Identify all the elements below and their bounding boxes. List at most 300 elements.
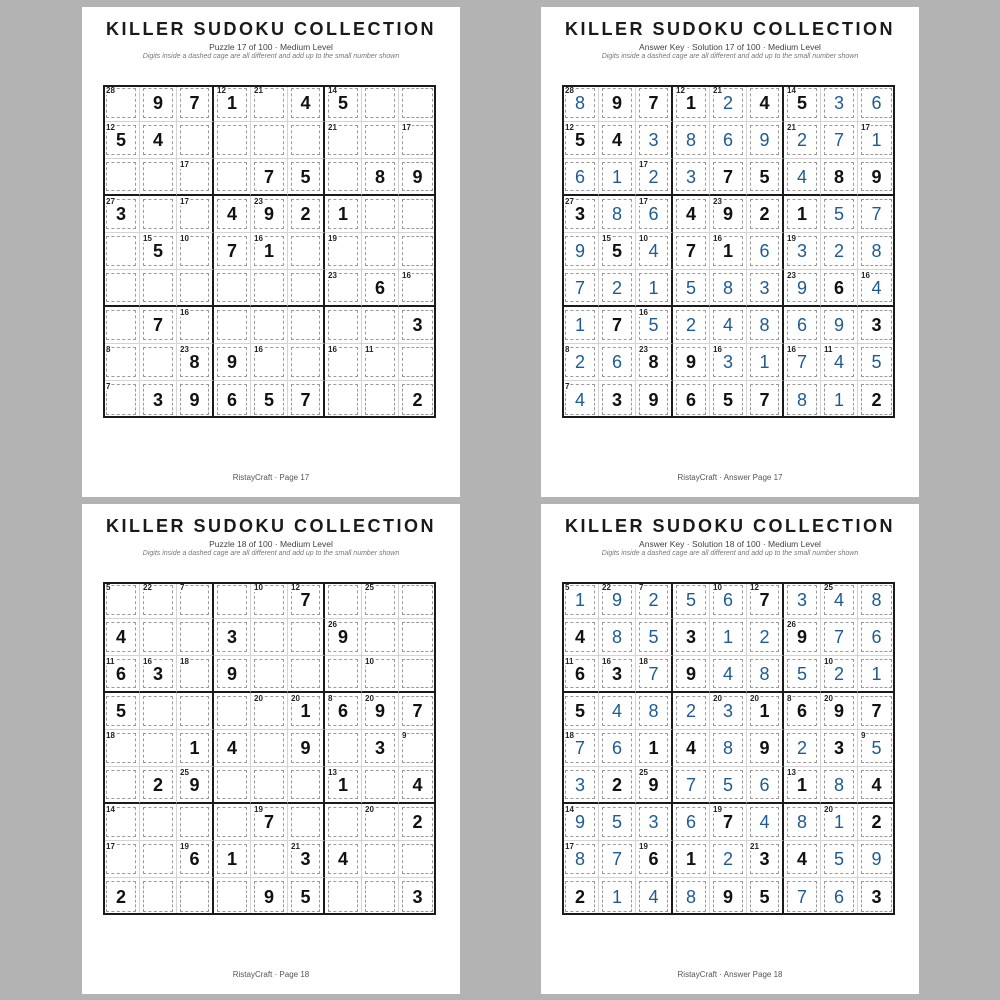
cage-sum: 16 (180, 308, 189, 317)
grid-cell (362, 85, 399, 122)
grid-cell (673, 122, 710, 159)
given-digit: 5 (796, 93, 807, 113)
cage-sum: 11 (565, 657, 574, 666)
cage-outline (254, 310, 284, 340)
cage-outline (106, 310, 136, 340)
grid-cell (562, 693, 599, 730)
solution-digit: 6 (722, 130, 733, 150)
solution-digit: 5 (611, 812, 622, 832)
given-digit: 3 (412, 315, 423, 335)
solution-digit: 8 (759, 315, 770, 335)
grid-cell (362, 307, 399, 344)
cage-sum: 14 (565, 805, 574, 814)
solution-digit: 2 (722, 93, 733, 113)
given-digit: 4 (685, 738, 696, 758)
cage-outline (365, 236, 395, 266)
cage-outline (254, 622, 284, 652)
given-digit: 2 (574, 886, 585, 907)
grid-cell (673, 656, 710, 693)
given-digit: 5 (300, 886, 311, 907)
cage-outline (254, 125, 284, 155)
grid-cell (288, 85, 325, 122)
grid-cell (325, 307, 362, 344)
grid-cell (673, 582, 710, 619)
puzzle-page-17 (82, 7, 460, 497)
cage-sum: 12 (291, 583, 300, 592)
given-digit: 1 (226, 93, 237, 113)
given-digit: 8 (833, 166, 844, 187)
solution-digit: 1 (871, 130, 882, 150)
cage-sum: 10 (365, 657, 374, 666)
sudoku-grid (103, 85, 436, 418)
solution-digit: 3 (685, 166, 696, 187)
solution-digit: 3 (722, 352, 733, 372)
given-digit: 6 (648, 849, 659, 869)
grid-cell (325, 619, 362, 656)
cage-outline (328, 310, 358, 340)
cage-outline (143, 622, 173, 652)
grid-cell (562, 159, 599, 196)
cage-outline (106, 236, 136, 266)
cage-sum: 25 (639, 768, 648, 777)
grid-cell (362, 159, 399, 196)
grid-cell (747, 582, 784, 619)
given-digit: 7 (189, 93, 200, 113)
cage-sum: 7 (106, 382, 111, 391)
grid-cell (325, 270, 362, 307)
cage-outline (217, 273, 247, 302)
grid-cell (214, 233, 251, 270)
grid-cell (784, 270, 821, 307)
cage-sum: 23 (713, 197, 722, 206)
grid-cell (177, 307, 214, 344)
grid-cell (288, 233, 325, 270)
grid-cell (562, 344, 599, 381)
grid-cell (673, 619, 710, 656)
given-digit: 3 (374, 738, 385, 758)
grid-cell (784, 804, 821, 841)
grid-cell (673, 730, 710, 767)
grid-cell (399, 582, 436, 619)
grid-cell (177, 85, 214, 122)
cage-outline (106, 770, 136, 799)
grid-cell (288, 582, 325, 619)
given-digit: 1 (722, 241, 733, 261)
grid-cell (103, 656, 140, 693)
grid-cell (177, 619, 214, 656)
cage-outline (143, 733, 173, 763)
solution-digit: 6 (871, 93, 882, 113)
cage-sum: 10 (713, 583, 722, 592)
cage-sum: 15 (143, 234, 152, 243)
solution-digit: 9 (833, 315, 844, 335)
grid-cell (214, 159, 251, 196)
solution-digit: 6 (611, 738, 622, 758)
grid-cell (103, 767, 140, 804)
cage-outline (291, 236, 320, 266)
grid-cell (562, 307, 599, 344)
grid-cell (821, 619, 858, 656)
grid-cell (325, 196, 362, 233)
grid-cell (362, 582, 399, 619)
page-title: KILLER SUDOKU COLLECTION (106, 19, 436, 39)
cage-sum: 11 (824, 345, 833, 354)
given-digit: 3 (759, 849, 770, 869)
solution-digit: 5 (722, 774, 733, 795)
grid-cell (747, 619, 784, 656)
grid-cell (399, 878, 436, 915)
cage-outline (254, 733, 284, 763)
grid-cell (362, 344, 399, 381)
page-footer: RistayCraft · Page 17 (232, 473, 310, 482)
grid-cell (599, 122, 636, 159)
grid-cell (673, 233, 710, 270)
grid-cell (362, 381, 399, 418)
grid-cell (858, 85, 895, 122)
given-digit: 1 (759, 701, 770, 721)
given-digit: 9 (722, 886, 733, 907)
grid-cell (288, 307, 325, 344)
cage-sum: 10 (180, 234, 189, 243)
cage-sum: 8 (328, 694, 333, 703)
cage-sum: 17 (639, 160, 648, 169)
grid-cell (821, 841, 858, 878)
solution-digit: 3 (833, 93, 844, 113)
cage-outline (143, 696, 173, 726)
grid-cell (784, 344, 821, 381)
cage-sum: 14 (787, 86, 796, 95)
grid-cell (710, 307, 747, 344)
grid-cell (177, 767, 214, 804)
cage-sum: 23 (180, 345, 189, 354)
grid-cell (858, 233, 895, 270)
solution-digit: 1 (574, 315, 585, 335)
grid-cell (103, 381, 140, 418)
cage-sum: 16 (254, 234, 263, 243)
cage-outline (328, 162, 358, 191)
given-digit: 9 (263, 204, 274, 224)
cage-sum: 5 (106, 583, 111, 592)
page-instruction: Digits inside a dashed cage are all different and add up to the small number shown (142, 550, 400, 557)
solution-digit: 3 (648, 130, 659, 150)
given-digit: 3 (871, 886, 882, 907)
grid-cell (562, 767, 599, 804)
given-digit: 6 (574, 663, 585, 684)
grid-cell (103, 804, 140, 841)
grid-cell (599, 804, 636, 841)
solution-digit: 5 (648, 315, 659, 335)
cage-outline (254, 770, 284, 799)
cage-outline (143, 199, 173, 229)
cage-sum: 19 (254, 805, 263, 814)
grid-cell (673, 804, 710, 841)
given-digit: 1 (648, 738, 659, 758)
solution-digit: 4 (833, 590, 844, 610)
grid-cell (821, 381, 858, 418)
cage-outline (143, 273, 173, 302)
page-subtitle: Answer Key · Solution 18 of 100 · Medium Level (639, 539, 821, 549)
solution-digit: 1 (833, 812, 844, 832)
grid-cell (325, 730, 362, 767)
grid-cell (599, 693, 636, 730)
cage-sum: 25 (824, 583, 833, 592)
given-digit: 3 (833, 738, 844, 758)
solution-digit: 7 (833, 627, 844, 647)
grid-cell (103, 233, 140, 270)
grid-cell (325, 85, 362, 122)
cage-sum: 17 (402, 123, 411, 132)
cage-sum: 21 (750, 842, 759, 851)
grid-cell (325, 804, 362, 841)
cage-sum: 26 (328, 620, 337, 629)
given-digit: 7 (759, 389, 770, 410)
solution-digit: 9 (759, 130, 770, 150)
cage-sum: 19 (639, 842, 648, 851)
cage-sum: 10 (254, 583, 263, 592)
solution-digit: 3 (796, 590, 807, 610)
cage-sum: 14 (106, 805, 115, 814)
solution-digit: 8 (722, 277, 733, 298)
grid-cell (562, 730, 599, 767)
grid-cell (362, 196, 399, 233)
cage-sum: 28 (106, 86, 115, 95)
cage-sum: 9 (861, 731, 866, 740)
grid-cell (214, 122, 251, 159)
grid-cell (251, 767, 288, 804)
grid-cell (599, 344, 636, 381)
grid-cell (103, 582, 140, 619)
solution-digit: 4 (722, 663, 733, 684)
cage-sum: 12 (676, 86, 685, 95)
solution-digit: 5 (685, 277, 696, 298)
grid-cell (636, 582, 673, 619)
solution-digit: 6 (796, 315, 807, 335)
given-digit: 1 (189, 738, 200, 758)
cage-outline (180, 807, 209, 837)
cage-sum: 12 (750, 583, 759, 592)
solution-digit: 7 (796, 886, 807, 907)
cage-sum: 27 (106, 197, 115, 206)
solution-digit: 6 (574, 166, 585, 187)
solution-digit: 2 (833, 241, 844, 261)
grid-cell (673, 270, 710, 307)
solution-digit: 8 (574, 849, 585, 869)
cage-sum: 14 (328, 86, 337, 95)
cage-sum: 19 (180, 842, 189, 851)
answer-page-18 (541, 504, 919, 994)
grid-cell (710, 619, 747, 656)
given-digit: 7 (685, 241, 696, 261)
given-digit: 5 (152, 241, 163, 261)
grid-cell (710, 730, 747, 767)
cage-outline (291, 273, 320, 302)
cage-sum: 26 (787, 620, 796, 629)
cage-sum: 21 (787, 123, 796, 132)
given-digit: 7 (722, 812, 733, 832)
grid-cell (673, 196, 710, 233)
cage-outline (180, 125, 209, 155)
cage-outline (217, 696, 247, 726)
cage-outline (365, 844, 395, 874)
grid-cell (599, 159, 636, 196)
solution-digit: 7 (796, 352, 807, 372)
cage-sum: 19 (787, 234, 796, 243)
solution-digit: 2 (685, 701, 696, 721)
grid-cell (140, 85, 177, 122)
grid-cell (288, 270, 325, 307)
cage-outline (328, 733, 358, 763)
page-instruction: Digits inside a dashed cage are all different and add up to the small number shown (601, 550, 859, 557)
cage-sum: 16 (602, 657, 611, 666)
grid-cell (599, 730, 636, 767)
given-digit: 3 (152, 663, 163, 684)
cage-outline (365, 770, 395, 799)
cage-sum: 23 (639, 345, 648, 354)
given-digit: 4 (796, 849, 807, 869)
grid-cell (599, 196, 636, 233)
given-digit: 9 (226, 663, 237, 684)
given-digit: 4 (115, 627, 126, 647)
cage-outline (365, 199, 395, 229)
cage-outline (143, 844, 173, 874)
grid-cell (858, 767, 895, 804)
cage-sum: 18 (639, 657, 648, 666)
solution-digit: 2 (759, 627, 770, 647)
grid-cell (399, 841, 436, 878)
cage-outline (291, 807, 320, 837)
grid-cell (599, 841, 636, 878)
given-digit: 4 (337, 849, 348, 869)
grid-cell (673, 307, 710, 344)
given-digit: 4 (152, 130, 163, 150)
grid-cell (288, 344, 325, 381)
page-footer: RistayCraft · Answer Page 18 (677, 970, 783, 979)
solution-digit: 3 (796, 241, 807, 261)
cage-outline (291, 770, 320, 799)
solution-digit: 8 (796, 812, 807, 832)
grid-cell (399, 344, 436, 381)
grid-cell (288, 122, 325, 159)
grid-cell (747, 693, 784, 730)
cage-sum: 20 (750, 694, 759, 703)
grid-cell (599, 656, 636, 693)
solution-digit: 8 (685, 886, 696, 907)
solution-digit: 2 (722, 849, 733, 869)
grid-cell (710, 693, 747, 730)
cage-sum: 12 (106, 123, 115, 132)
solution-digit: 4 (833, 352, 844, 372)
cage-sum: 16 (143, 657, 152, 666)
given-digit: 5 (263, 389, 274, 410)
solution-digit: 6 (871, 627, 882, 647)
solution-digit: 3 (759, 277, 770, 298)
cage-sum: 20 (824, 694, 833, 703)
page-instruction: Digits inside a dashed cage are all different and add up to the small number shown (142, 53, 400, 60)
cage-sum: 17 (106, 842, 115, 851)
given-digit: 4 (226, 738, 237, 758)
given-digit: 5 (574, 130, 585, 150)
given-digit: 7 (300, 590, 311, 610)
cage-outline (328, 881, 358, 912)
grid-cell (177, 344, 214, 381)
grid-cell (599, 619, 636, 656)
grid-cell (784, 693, 821, 730)
solution-digit: 8 (574, 93, 585, 113)
solution-digit: 2 (574, 352, 585, 372)
given-digit: 6 (115, 663, 126, 684)
grid-cell (673, 767, 710, 804)
grid-cell (177, 381, 214, 418)
cage-outline (402, 844, 433, 874)
cage-outline (291, 310, 320, 340)
given-digit: 1 (685, 93, 696, 113)
grid-cell (710, 804, 747, 841)
grid-cell (177, 196, 214, 233)
grid-cell (325, 233, 362, 270)
grid-cell (599, 307, 636, 344)
grid-cell (140, 307, 177, 344)
solution-digit: 6 (648, 204, 659, 224)
page-subtitle: Answer Key · Solution 17 of 100 · Medium Level (639, 42, 821, 52)
grid-cell (821, 344, 858, 381)
answer-page-17 (541, 7, 919, 497)
cage-sum: 15 (602, 234, 611, 243)
grid-cell (821, 878, 858, 915)
grid-cell (673, 693, 710, 730)
grid-cell (177, 582, 214, 619)
cage-sum: 11 (365, 345, 374, 354)
grid-cell (399, 196, 436, 233)
grid-cell (562, 196, 599, 233)
grid-cell (821, 730, 858, 767)
grid-cell (362, 841, 399, 878)
grid-cell (140, 841, 177, 878)
puzzle-page-18 (82, 504, 460, 994)
grid-cell (251, 344, 288, 381)
grid-cell (140, 804, 177, 841)
given-digit: 9 (685, 663, 696, 684)
grid-cell (710, 85, 747, 122)
grid-cell (140, 656, 177, 693)
given-digit: 1 (263, 241, 274, 261)
grid-cell (103, 122, 140, 159)
solution-digit: 2 (648, 590, 659, 610)
cage-sum: 21 (291, 842, 300, 851)
grid-cell (636, 233, 673, 270)
given-digit: 4 (574, 627, 585, 647)
solution-digit: 7 (648, 663, 659, 684)
grid-cell (251, 730, 288, 767)
cage-sum: 8 (787, 694, 792, 703)
solution-digit: 8 (759, 663, 770, 684)
cage-sum: 8 (565, 345, 570, 354)
given-digit: 9 (300, 738, 311, 758)
cage-outline (291, 659, 320, 688)
grid-cell (288, 196, 325, 233)
grid-cell (636, 878, 673, 915)
grid-cell (251, 804, 288, 841)
grid-cell (858, 619, 895, 656)
grid-cell (710, 159, 747, 196)
grid-cell (140, 233, 177, 270)
solution-digit: 1 (871, 663, 882, 684)
grid-cell (103, 730, 140, 767)
grid-cell (362, 619, 399, 656)
cage-outline (180, 696, 209, 726)
given-digit: 7 (263, 812, 274, 832)
solution-digit: 1 (648, 277, 659, 298)
given-digit: 4 (759, 93, 770, 113)
